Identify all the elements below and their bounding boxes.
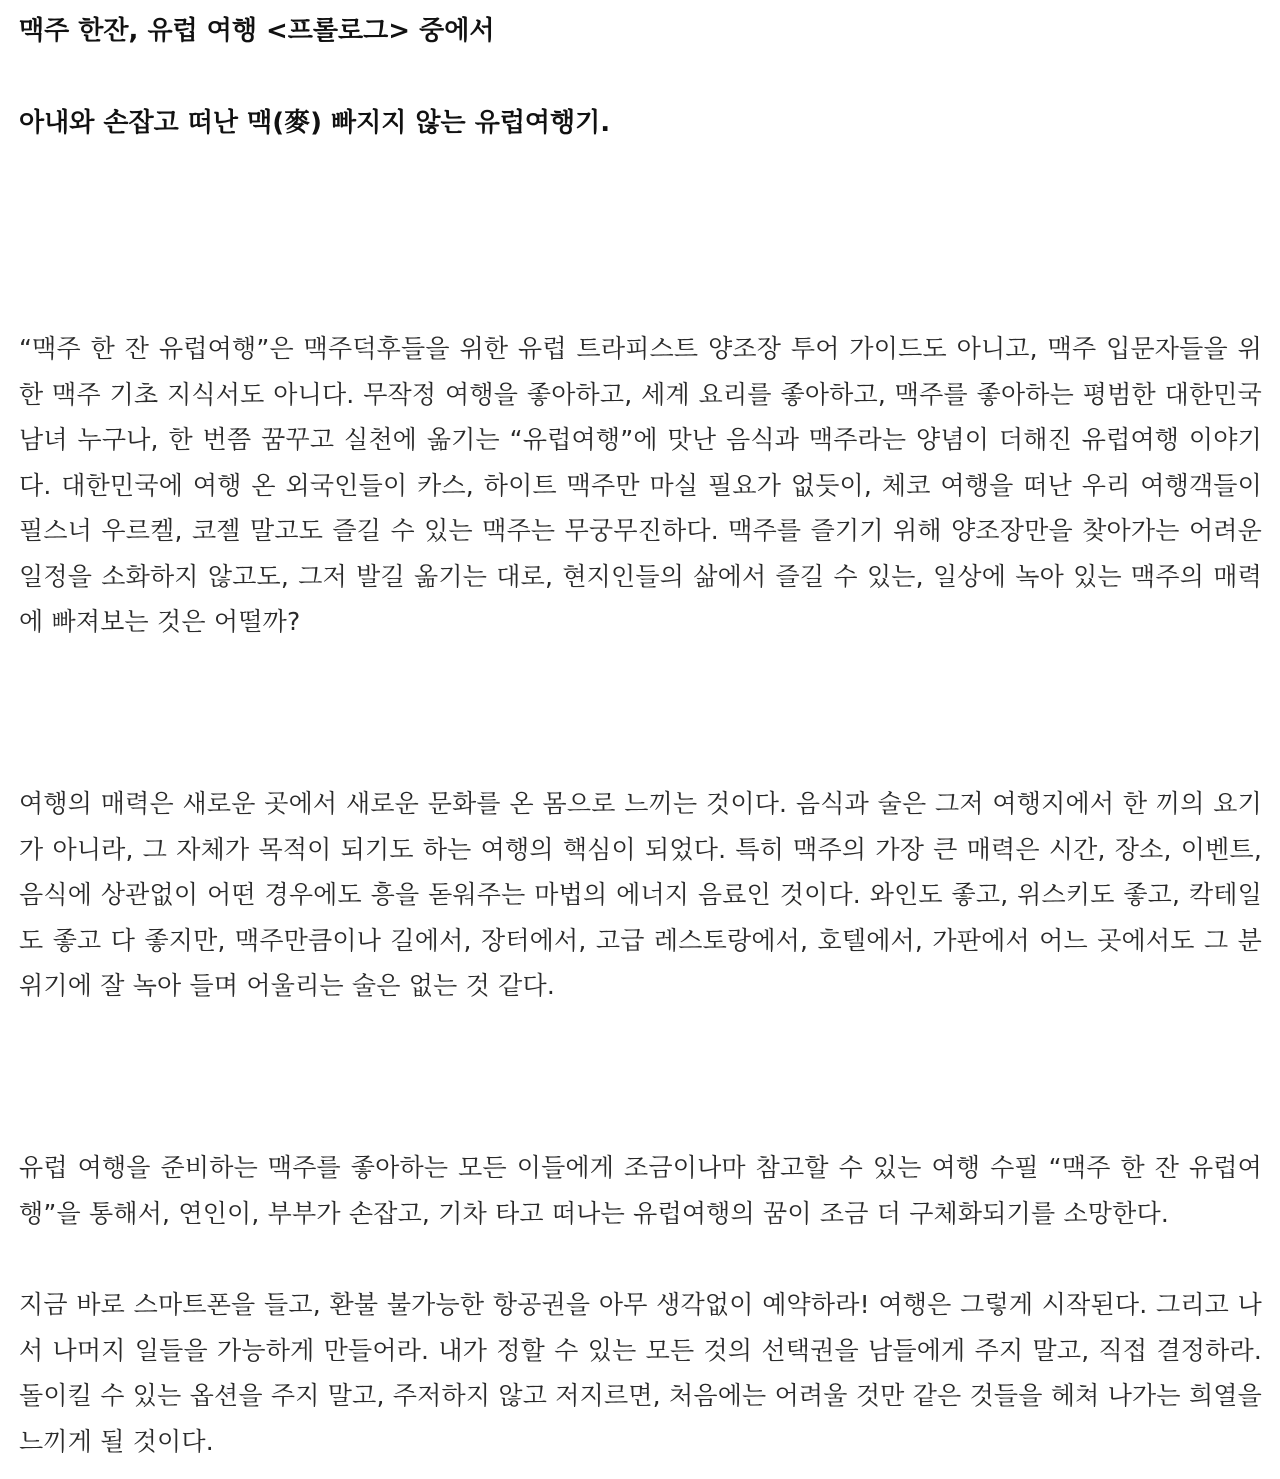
paragraph-call-to-action: 지금 바로 스마트폰을 들고, 환불 불가능한 항공권을 아무 생각없이 예약하라! 여행은 그렇게 시작된다. 그리고 나서 나머지 일들을 가능하게 만들어라. 내가 정할 수 있는 모든 것의 선택권을 남들에게 주지 말고, 직접 결정하라. 돌이킬 수 있는 옵션을 주지 말고, 주저하지 않고 저지르면, 처음에는 어려울 것만 같은 것들을 헤쳐 나가는 희열을 느끼게 될 것이다. xyxy=(19,1290,1262,1456)
paragraph-hope: 유럽 여행을 준비하는 맥주를 좋아하는 모든 이들에게 조금이나마 참고할 수 있는 여행 수필 “맥주 한 잔 유럽여행”을 통해서, 연인이, 부부가 손잡고, 기차 타고 떠나는 유럽여행의 꿈이 조금 더 구체화되기를 소망한다. xyxy=(19,1153,1262,1228)
paragraph-intro: “맥주 한 잔 유럽여행”은 맥주덕후들을 위한 유럽 트라피스트 양조장 투어 가이드도 아니고, 맥주 입문자들을 위한 맥주 기초 지식서도 아니다. 무작정 여행을 좋아하고, 세계 요리를 좋아하고, 맥주를 좋아하는 평범한 대한민국 남녀 누구나, 한 번쯤 꿈꾸고 실천에 옮기는 “유럽여행”에 맛난 음식과 맥주라는 양념이 더해진 유럽여행 이야기다. 대한민국에 여행 온 외국인들이 카스, 하이트 맥주만 마실 필요가 없듯이, 체코 여행을 떠난 우리 여행객들이 필스너 우르켈, 코젤 말고도 즐길 수 있는 맥주는 무궁무진하다. 맥주를 즐기기 위해 양조장만을 찾아가는 어려운 일정을 소화하지 않고도, 그저 발길 옮기는 대로, 현지인들의 삶에서 즐길 수 있는, 일상에 녹아 있는 맥주의 매력에 빠져보는 것은 어떨까? xyxy=(19,334,1262,636)
document-subtitle: 아내와 손잡고 떠난 맥(麥) 빠지지 않는 유럽여행기. xyxy=(19,108,611,138)
paragraph-travel-charm: 여행의 매력은 새로운 곳에서 새로운 문화를 온 몸으로 느끼는 것이다. 음식과 술은 그저 여행지에서 한 끼의 요기가 아니라, 그 자체가 목적이 되기도 하는 여행의 핵심이 되었다. 특히 맥주의 가장 큰 매력은 시간, 장소, 이벤트, 음식에 상관없이 어떤 경우에도 흥을 돋워주는 마법의 에너지 음료인 것이다. 와인도 좋고, 위스키도 좋고, 칵테일도 좋고 다 좋지만, 맥주만큼이나 길에서, 장터에서, 고급 레스토랑에서, 호텔에서, 가판에서 어느 곳에서도 그 분위기에 잘 녹아 들며 어울리는 술은 없는 것 같다. xyxy=(19,789,1262,1000)
document-title: 맥주 한잔, 유럽 여행 <프롤로그> 중에서 xyxy=(19,16,495,46)
